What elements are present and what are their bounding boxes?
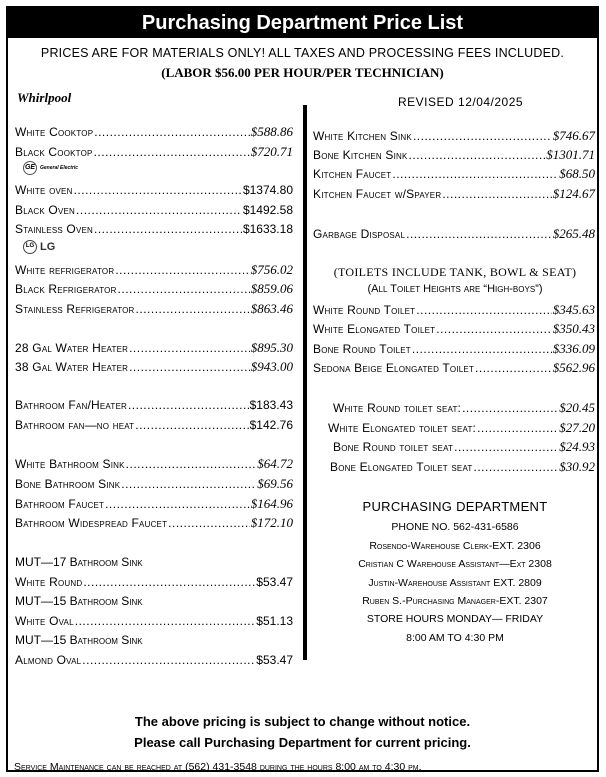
ge-logo: GE General Electric — [23, 161, 78, 175]
store-hours: 8:00 AM TO 4:30 PM — [406, 632, 504, 644]
price-row: White Round Toilet ..... $345.63 — [313, 302, 595, 318]
call-notice: Please call Purchasing Department for current pricing. — [134, 735, 471, 750]
contact-line: Rosendo-Warehouse Clerk-EXT. 2306 — [369, 540, 541, 552]
pricing-notice: The above pricing is subject to change without notice. — [134, 714, 471, 729]
price-row: White Round ..... $53.47 — [15, 575, 293, 589]
price-row: White Kitchen Sink ..... $746.67 — [313, 128, 595, 144]
revised-date: REVISED 12/04/2025 — [398, 95, 524, 109]
price-row: Bathroom Fan/Heater ..... $183.43 — [15, 398, 293, 412]
price-row: White oven ..... $1374.80 — [15, 183, 293, 197]
ge-circle-icon: GE — [23, 161, 37, 175]
price-row: Bathroom Widespread Faucet ..... $172.10 — [15, 515, 293, 531]
mut-heading: MUT—15 Bathroom Sink — [15, 633, 143, 647]
price-row: Black Oven ..... $1492.58 — [15, 203, 293, 217]
lg-logo: LG LG — [23, 240, 55, 254]
price-row: Bathroom fan—no heat ..... $142.76 — [15, 418, 293, 432]
price-row: Black Cooktop ..... $720.71 — [15, 144, 293, 160]
lg-circle-icon: LG — [23, 240, 37, 254]
store-hours-label: STORE HOURS MONDAY— FRIDAY — [366, 613, 544, 625]
price-row: Kitchen Faucet ..... $68.50 — [313, 166, 595, 182]
contact-line: Justin-Warehouse Assistant EXT. 2809 — [368, 577, 542, 589]
price-row: White Bathroom Sink ..... $64.72 — [15, 456, 293, 472]
page-title: Purchasing Department Price List — [8, 8, 597, 38]
price-row: White Elongated Toilet ..... $350.43 — [313, 321, 595, 337]
mut-heading: MUT—15 Bathroom Sink — [15, 594, 143, 608]
labor-rate: (LABOR $56.00 PER HOUR/PER TECHNICIAN) — [161, 65, 444, 80]
price-row: Sedona Beige Elongated Toilet ..... $562.96 — [313, 360, 595, 376]
price-row: Bone Round toilet seat ..... $24.93 — [333, 439, 595, 455]
contact-line: Ruben S.-Purchasing Manager-EXT. 2307 — [362, 595, 548, 607]
price-row: Garbage Disposal ..... $265.48 — [313, 226, 595, 242]
price-row: Bone Kitchen Sink ..... $1301.71 — [313, 147, 595, 163]
price-row: Bathroom Faucet ..... $164.96 — [15, 496, 293, 512]
price-row: White Cooktop ..... $588.86 — [15, 124, 293, 140]
purchasing-title: PURCHASING DEPARTMENT — [362, 499, 548, 514]
price-row: Stainless Refrigerator ..... $863.46 — [15, 301, 293, 317]
column-divider — [303, 105, 307, 660]
whirlpool-logo: Whirlpool — [17, 90, 72, 105]
price-row: Almond Oval ..... $53.47 — [15, 653, 293, 667]
price-row: White refrigerator ..... $756.02 — [15, 262, 293, 278]
price-row: White Oval ..... $51.13 — [15, 614, 293, 628]
service-maintenance-line: Service Maintenance can be reached at (562) 431-3548 during the hours 8:00 am to 4:30 pm, — [14, 761, 422, 773]
price-list-page — [6, 6, 599, 772]
price-row: White Elongated toilet seat: ..... $27.20 — [328, 420, 595, 436]
price-row: 28 Gal Water Heater ..... $895.30 — [15, 340, 293, 356]
purchasing-phone: PHONE NO. 562-431-6586 — [391, 521, 519, 533]
price-row: Bone Round Toilet ..... $336.09 — [313, 341, 595, 357]
price-row: Stainless Oven ..... $1633.18 — [15, 222, 293, 236]
price-row: Bone Bathroom Sink ..... $69.56 — [15, 476, 293, 492]
price-row: Kitchen Faucet w/Spayer ..... $124.67 — [313, 186, 595, 202]
toilet-subheading: (All Toilet Heights are “High-boys”) — [367, 283, 543, 295]
price-row: 38 Gal Water Heater ..... $943.00 — [15, 359, 293, 375]
contact-line: Cristian C Warehouse Assistant—Ext 2308 — [358, 558, 552, 570]
mut-heading: MUT—17 Bathroom Sink — [15, 555, 143, 569]
price-row: Black Refrigerator ..... $859.06 — [15, 281, 293, 297]
materials-note: PRICES ARE FOR MATERIALS ONLY! ALL TAXES AND PROCESSING FEES INCLUDED. — [40, 46, 565, 60]
toilet-heading: (TOILETS INCLUDE TANK, BOWL & SEAT) — [333, 265, 577, 279]
price-row: White Round toilet seat: ..... $20.45 — [333, 400, 595, 416]
price-row: Bone Elongated Toilet seat ..... $30.92 — [330, 459, 595, 475]
